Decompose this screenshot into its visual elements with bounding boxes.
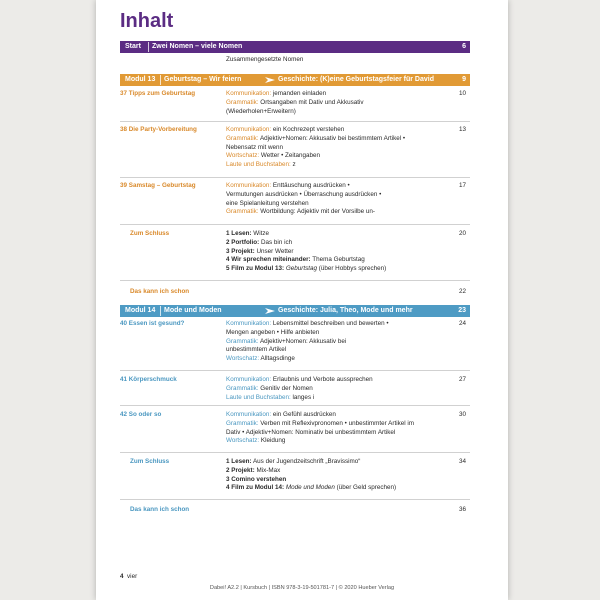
- lesson-39-page: 17: [458, 182, 466, 189]
- module14-story: Geschichte: Julia, Theo, Mode und mehr: [278, 307, 413, 314]
- row-divider: [120, 405, 470, 406]
- module14-zum-schluss-content: 1 Lesen: Aus der Jugendzeitschrift „Bravissimo“ 2 Projekt: Mix-Max 3 Comino verstehen 4 Film zu Modul 14: Mode und Moden (über Geld sprechen): [226, 458, 397, 492]
- bar-divider: [160, 75, 161, 85]
- module14-kann-page: 36: [458, 506, 466, 513]
- lesson-42-title: 42 So oder so: [120, 411, 162, 418]
- start-header-bar: [120, 41, 470, 53]
- start-content: Zusammengesetzte Nomen: [226, 56, 304, 63]
- module13-page: 9: [462, 76, 466, 83]
- lesson-40-page: 24: [458, 320, 466, 327]
- row-divider: [120, 280, 470, 281]
- lesson-40-content: Kommunikation: Lebensmittel beschreiben und bewerten • Mengen angeben • Hilfe anbieten Grammatik: Adjektiv+Nomen: Akkusativ bei unbestimmtem Artikel Wortschatz: Alltagsdinge: [226, 320, 389, 363]
- lesson-41-content: Kommunikation: Erlaubnis und Verbote aussprechen Grammatik: Genitiv der Nomen Laute und Buchstaben: langes i: [226, 376, 373, 401]
- footer-publication-info: Dabei! A2.2 | Kursbuch | ISBN 978-3-19-501781-7 | © 2020 Hueber Verlag: [209, 585, 395, 591]
- swallow-icon: [265, 307, 275, 315]
- module13-zum-schluss-content: 1 Lesen: Witze 2 Portfolio: Das bin ich 3 Projekt: Unser Wetter 4 Wir sprechen miteinander: Thema Geburtstag 5 Film zu Modul 13: Geburtstag (über Hobbys sprechen): [226, 230, 387, 273]
- start-topic: Zwei Nomen – viele Nomen: [152, 43, 243, 50]
- page-title: Inhalt: [120, 10, 174, 32]
- bar-divider: [148, 42, 149, 52]
- page-number-digit: 4: [120, 573, 124, 580]
- lesson-41-page: 27: [458, 376, 466, 383]
- swallow-icon: [265, 76, 275, 84]
- module13-kann-title: Das kann ich schon: [130, 288, 190, 295]
- lesson-41-title: 41 Körperschmuck: [120, 376, 177, 383]
- module13-story: Geschichte: (K)eine Geburtstagsfeier für David: [278, 76, 434, 83]
- module14-topic: Mode und Moden: [164, 307, 222, 314]
- lesson-38-content: Kommunikation: ein Kochrezept verstehen Grammatik: Adjektiv+Nomen: Akkusativ bei bestimmtem Artikel • Nebensatz mit wenn Wortschatz: Wetter • Zeitangaben Laute und Buchstaben: z: [226, 126, 406, 169]
- lesson-39-title: 39 Samstag – Geburtstag: [120, 182, 196, 189]
- page-number: [120, 573, 137, 580]
- module13-label: Modul 13: [125, 76, 156, 83]
- module14-zum-schluss-page: 34: [458, 458, 466, 465]
- row-divider: [120, 121, 470, 122]
- bar-divider: [160, 306, 161, 316]
- toc-page: [96, 0, 508, 600]
- module14-label: Modul 14: [125, 307, 156, 314]
- module14-kann-title: Das kann ich schon: [130, 506, 190, 513]
- module14-page: 23: [458, 307, 466, 314]
- lesson-42-page: 30: [458, 411, 466, 418]
- lesson-38-page: 13: [458, 126, 466, 133]
- row-divider: [120, 177, 470, 178]
- lesson-37-title: 37 Tipps zum Geburtstag: [120, 90, 196, 97]
- lesson-40-title: 40 Essen ist gesund?: [120, 320, 185, 327]
- row-divider: [120, 224, 470, 225]
- row-divider: [120, 370, 470, 371]
- start-page: 6: [462, 43, 466, 50]
- module13-zum-schluss-page: 20: [458, 230, 466, 237]
- start-label: Start: [125, 43, 141, 50]
- module13-zum-schluss-title: Zum Schluss: [130, 230, 170, 237]
- lesson-37-page: 10: [458, 90, 466, 97]
- module13-kann-page: 22: [458, 288, 466, 295]
- page-number-word: vier: [127, 573, 138, 580]
- module13-header-bar: [120, 74, 470, 86]
- row-divider: [120, 452, 470, 453]
- lesson-38-title: 38 Die Party-Vorbereitung: [120, 126, 197, 133]
- lesson-39-content: Kommunikation: Enttäuschung ausdrücken • Vermutungen ausdrücken • Überraschung ausdrücken • eine Spielanleitung verstehen Grammatik: Wortbildung: Adjektiv mit der Vorsilbe un-: [226, 182, 382, 216]
- module13-topic: Geburtstag – Wir feiern: [164, 76, 242, 83]
- lesson-37-content: Kommunikation: jemanden einladen Grammatik: Ortsangaben mit Dativ und Akkusativ (Wiederholen+Erweitern): [226, 90, 364, 115]
- module14-header-bar: [120, 305, 470, 317]
- row-divider: [120, 499, 470, 500]
- module14-zum-schluss-title: Zum Schluss: [130, 458, 170, 465]
- lesson-42-content: Kommunikation: ein Gefühl ausdrücken Grammatik: Verben mit Reflexivpronomen • unbestimmter Artikel im Dativ • Adjektiv+Nomen: Nominativ bei unbestimmtem Artikel Wortschatz: Kleidung: [226, 411, 415, 445]
